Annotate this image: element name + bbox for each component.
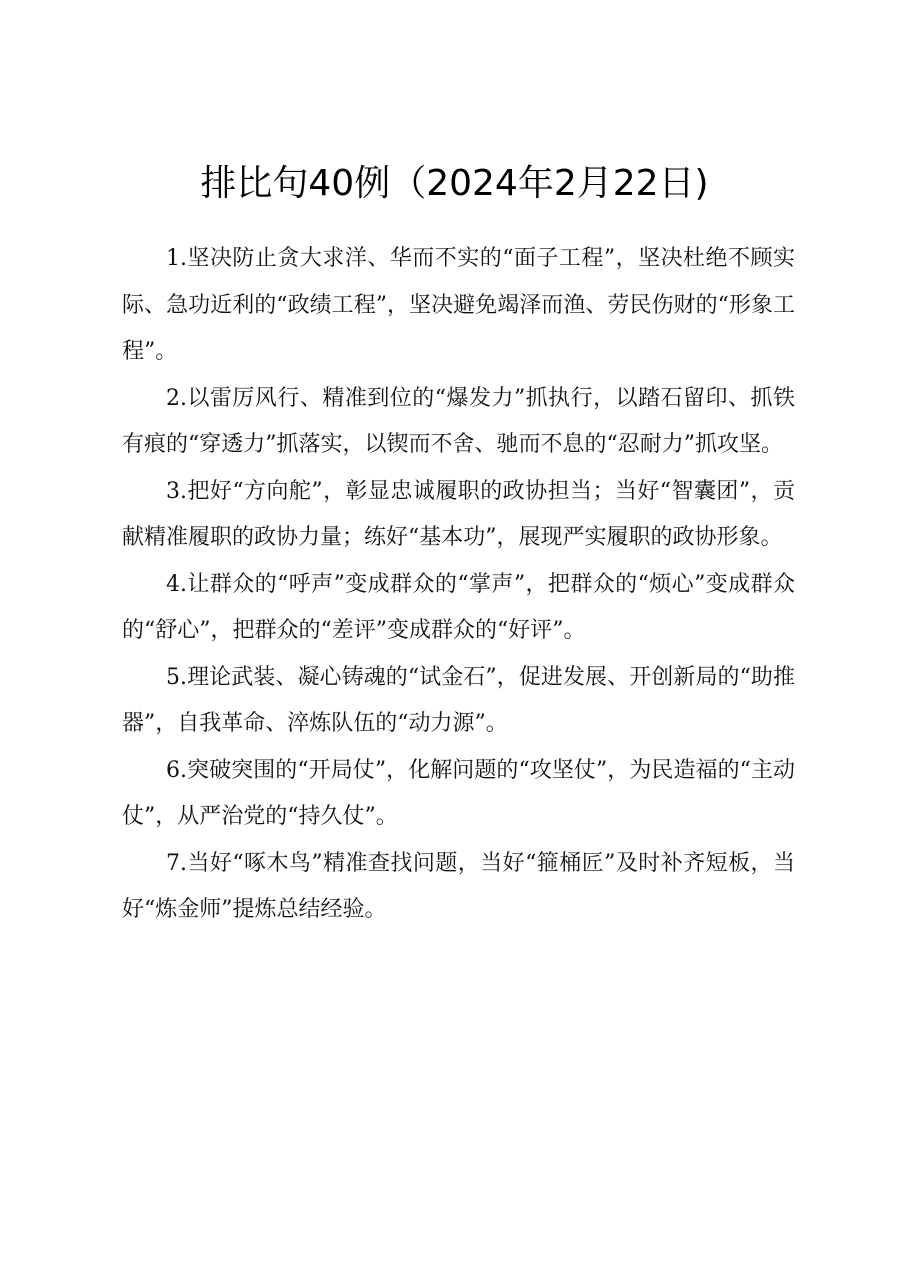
paragraph-5: 5.理论武装、凝心铸魂的“试金石”，促进发展、开创新局的“助推器”，自我革命、淬炼队伍的“动力源”。 (122, 664, 795, 736)
document-title: 排比句40例（2024年2月22日) (200, 163, 709, 204)
paragraph-4: 4.让群众的“呼声”变成群众的“掌声”，把群众的“烦心”变成群众的“舒心”，把群众的“差评”变成群众的“好评”。 (122, 571, 795, 643)
document-body (122, 236, 795, 934)
paragraph-3: 3.把好“方向舵”，彰显忠诚履职的政协担当；当好“智囊团”，贡献精准履职的政协力量；练好“基本功”，展现严实履职的政协形象。 (122, 478, 795, 550)
paragraph-6: 6.突破突围的“开局仗”，化解问题的“攻坚仗”，为民造福的“主动仗”，从严治党的“持久仗”。 (122, 757, 795, 829)
paragraph-7: 7.当好“啄木鸟”精准查找问题，当好“箍桶匠”及时补齐短板，当好“炼金师”提炼总结经验。 (122, 850, 795, 922)
paragraph-2: 2.以雷厉风行、精准到位的“爆发力”抓执行，以踏石留印、抓铁有痕的“穿透力”抓落实，以锲而不舍、驰而不息的“忍耐力”抓攻坚。 (122, 385, 795, 457)
paragraph-1: 1.坚决防止贪大求洋、华而不实的“面子工程”，坚决杜绝不顾实际、急功近利的“政绩工程”，坚决避免竭泽而渔、劳民伤财的“形象工程”。 (122, 246, 795, 364)
